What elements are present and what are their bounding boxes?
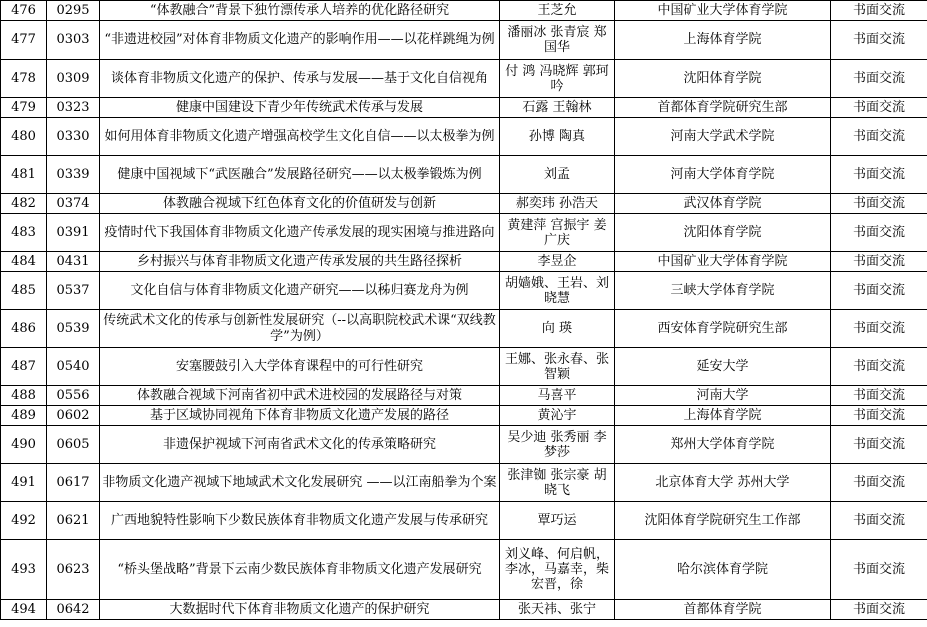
table-row — [1, 252, 927, 272]
paper-title: 乡村振兴与体育非物质文化遗产传承发展的共生路径探析 — [100, 252, 500, 272]
paper-unit: 郑州大学体育学院 — [615, 426, 831, 464]
table-row — [1, 98, 927, 118]
paper-title: 非遗保护视域下河南省武术文化的传承策略研究 — [100, 426, 500, 464]
row-number: 481 — [1, 156, 47, 194]
table-row — [1, 540, 927, 600]
paper-type: 书面交流 — [831, 310, 927, 348]
paper-title: 如何用体育非物质文化遗产增强高校学生文化自信——以太极拳为例 — [100, 118, 500, 156]
paper-authors: 张天祎、张宁 — [500, 600, 615, 620]
paper-title: “非遗进校园”对体育非物质文化遗产的影响作用——以花样跳绳为例 — [100, 21, 500, 60]
paper-unit: 西安体育学院研究生部 — [615, 310, 831, 348]
paper-unit: 沈阳体育学院研究生工作部 — [615, 502, 831, 540]
row-number: 477 — [1, 21, 47, 60]
paper-type: 书面交流 — [831, 502, 927, 540]
paper-code: 0621 — [47, 502, 100, 540]
paper-code: 0623 — [47, 540, 100, 600]
paper-authors: 李昱企 — [500, 252, 615, 272]
paper-type: 书面交流 — [831, 600, 927, 620]
row-number: 484 — [1, 252, 47, 272]
paper-code: 0374 — [47, 194, 100, 214]
paper-unit: 上海体育学院 — [615, 406, 831, 426]
paper-authors: 吴少迪 张秀丽 李梦莎 — [500, 426, 615, 464]
paper-code: 0617 — [47, 464, 100, 502]
row-number: 492 — [1, 502, 47, 540]
papers-table-body — [1, 1, 927, 620]
paper-type: 书面交流 — [831, 272, 927, 310]
paper-unit: 中国矿业大学体育学院 — [615, 252, 831, 272]
paper-authors: 胡嫱娥、王岩、刘晓慧 — [500, 272, 615, 310]
row-number: 487 — [1, 348, 47, 386]
paper-title: 体教融合视域下河南省初中武术进校园的发展路径与对策 — [100, 386, 500, 406]
paper-unit: 北京体育大学 苏州大学 — [615, 464, 831, 502]
paper-authors: 覃巧运 — [500, 502, 615, 540]
paper-code: 0391 — [47, 214, 100, 252]
paper-code: 0323 — [47, 98, 100, 118]
paper-unit: 河南大学体育学院 — [615, 156, 831, 194]
table-row — [1, 118, 927, 156]
row-number: 494 — [1, 600, 47, 620]
paper-unit: 上海体育学院 — [615, 21, 831, 60]
paper-authors: 黄建萍 宫振宇 姜广庆 — [500, 214, 615, 252]
paper-code: 0537 — [47, 272, 100, 310]
paper-code: 0556 — [47, 386, 100, 406]
paper-type: 书面交流 — [831, 98, 927, 118]
paper-title: “体教融合”背景下独竹漂传承人培养的优化路径研究 — [100, 1, 500, 21]
table-row — [1, 21, 927, 60]
table-row — [1, 464, 927, 502]
paper-authors: 付 鸿 冯晓辉 郭珂吟 — [500, 60, 615, 98]
paper-authors: 向 瑛 — [500, 310, 615, 348]
paper-authors: 郝奕玮 孙浩天 — [500, 194, 615, 214]
paper-code: 0540 — [47, 348, 100, 386]
paper-type: 书面交流 — [831, 348, 927, 386]
paper-code: 0642 — [47, 600, 100, 620]
row-number: 486 — [1, 310, 47, 348]
paper-type: 书面交流 — [831, 118, 927, 156]
paper-title: 文化自信与体育非物质文化遗产研究——以秭归赛龙舟为例 — [100, 272, 500, 310]
paper-unit: 延安大学 — [615, 348, 831, 386]
paper-title: 谈体育非物质文化遗产的保护、传承与发展——基于文化自信视角 — [100, 60, 500, 98]
paper-authors: 孙博 陶真 — [500, 118, 615, 156]
row-number: 482 — [1, 194, 47, 214]
paper-authors: 王娜、张永春、张智颖 — [500, 348, 615, 386]
row-number: 478 — [1, 60, 47, 98]
paper-unit: 中国矿业大学体育学院 — [615, 1, 831, 21]
paper-type: 书面交流 — [831, 386, 927, 406]
table-row — [1, 60, 927, 98]
row-number: 488 — [1, 386, 47, 406]
table-row — [1, 502, 927, 540]
table-row — [1, 386, 927, 406]
paper-authors: 潘丽冰 张青宸 郑国华 — [500, 21, 615, 60]
row-number: 476 — [1, 1, 47, 21]
paper-code: 0339 — [47, 156, 100, 194]
paper-type: 书面交流 — [831, 156, 927, 194]
paper-code: 0539 — [47, 310, 100, 348]
paper-title: 非物质文化遗产视域下地域武术文化发展研究 ——以江南船拳为个案 — [100, 464, 500, 502]
row-number: 483 — [1, 214, 47, 252]
table-row — [1, 348, 927, 386]
paper-unit: 河南大学 — [615, 386, 831, 406]
paper-unit: 首都体育学院研究生部 — [615, 98, 831, 118]
paper-unit: 三峡大学体育学院 — [615, 272, 831, 310]
paper-type: 书面交流 — [831, 540, 927, 600]
paper-type: 书面交流 — [831, 464, 927, 502]
paper-unit: 沈阳体育学院 — [615, 60, 831, 98]
paper-code: 0295 — [47, 1, 100, 21]
paper-code: 0303 — [47, 21, 100, 60]
paper-unit: 首都体育学院 — [615, 600, 831, 620]
paper-title: “桥头堡战略”背景下云南少数民族体育非物质文化遗产发展研究 — [100, 540, 500, 600]
paper-unit: 哈尔滨体育学院 — [615, 540, 831, 600]
paper-title: 广西地貌特性影响下少数民族体育非物质文化遗产发展与传承研究 — [100, 502, 500, 540]
table-row — [1, 406, 927, 426]
table-row — [1, 426, 927, 464]
paper-authors: 黄沁宇 — [500, 406, 615, 426]
paper-title: 健康中国视域下“武医融合”发展路径研究——以太极拳锻炼为例 — [100, 156, 500, 194]
paper-unit: 沈阳体育学院 — [615, 214, 831, 252]
paper-authors: 王芝允 — [500, 1, 615, 21]
paper-title: 传统武术文化的传承与创新性发展研究（--以高职院校武术课“双线教学”为例） — [100, 310, 500, 348]
table-row — [1, 272, 927, 310]
paper-title: 基于区域协同视角下体育非物质文化遗产发展的路径 — [100, 406, 500, 426]
paper-code: 0431 — [47, 252, 100, 272]
paper-title: 疫情时代下我国体育非物质文化遗产传承发展的现实困境与推进路向 — [100, 214, 500, 252]
paper-type: 书面交流 — [831, 426, 927, 464]
row-number: 489 — [1, 406, 47, 426]
paper-type: 书面交流 — [831, 214, 927, 252]
table-row — [1, 194, 927, 214]
paper-title: 体教融合视域下红色体育文化的价值研发与创新 — [100, 194, 500, 214]
paper-title: 大数据时代下体育非物质文化遗产的保护研究 — [100, 600, 500, 620]
paper-authors: 石露 王翰林 — [500, 98, 615, 118]
table-row — [1, 310, 927, 348]
paper-authors: 刘义峰、何启帆，李冰，马嘉幸，柴宏晋，徐 — [500, 540, 615, 600]
table-row — [1, 1, 927, 21]
paper-code: 0330 — [47, 118, 100, 156]
paper-title: 安塞腰鼓引入大学体育课程中的可行性研究 — [100, 348, 500, 386]
paper-authors: 张津铷 张宗豪 胡晓飞 — [500, 464, 615, 502]
paper-unit: 武汉体育学院 — [615, 194, 831, 214]
row-number: 479 — [1, 98, 47, 118]
paper-type: 书面交流 — [831, 194, 927, 214]
paper-type: 书面交流 — [831, 1, 927, 21]
paper-authors: 刘孟 — [500, 156, 615, 194]
paper-authors: 马喜平 — [500, 386, 615, 406]
row-number: 490 — [1, 426, 47, 464]
row-number: 493 — [1, 540, 47, 600]
table-row — [1, 156, 927, 194]
paper-unit: 河南大学武术学院 — [615, 118, 831, 156]
row-number: 485 — [1, 272, 47, 310]
paper-type: 书面交流 — [831, 406, 927, 426]
paper-code: 0605 — [47, 426, 100, 464]
paper-type: 书面交流 — [831, 252, 927, 272]
paper-title: 健康中国建设下青少年传统武术传承与发展 — [100, 98, 500, 118]
paper-code: 0602 — [47, 406, 100, 426]
row-number: 480 — [1, 118, 47, 156]
paper-type: 书面交流 — [831, 60, 927, 98]
paper-type: 书面交流 — [831, 21, 927, 60]
table-row — [1, 600, 927, 620]
paper-code: 0309 — [47, 60, 100, 98]
table-row — [1, 214, 927, 252]
row-number: 491 — [1, 464, 47, 502]
